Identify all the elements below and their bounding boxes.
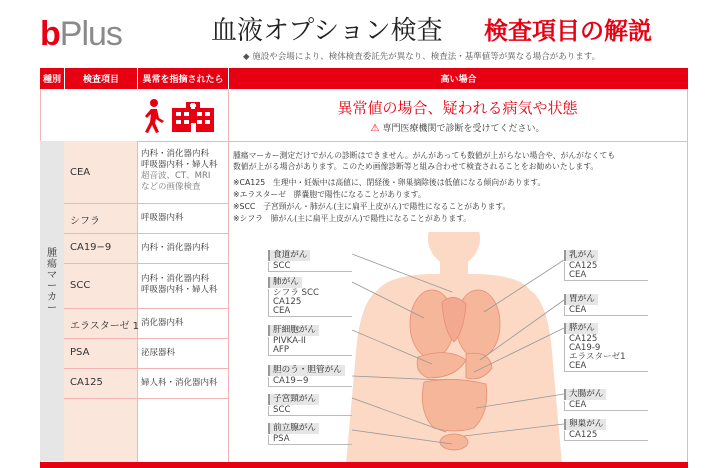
dept-note: 超音波、CT、MRI bbox=[141, 171, 211, 181]
label-pancreatic-cancer: 膵がん bbox=[564, 323, 598, 334]
markers-lung bbox=[268, 289, 352, 317]
marker: SCC bbox=[273, 261, 291, 271]
dept-ca19-9 bbox=[141, 243, 209, 254]
marker: CEA bbox=[273, 306, 291, 316]
item-scc: SCC bbox=[70, 280, 91, 291]
table-divider bbox=[40, 141, 688, 142]
description-note: ※エラスターゼ 膵嚢胞で陽性になることがあります。 bbox=[233, 190, 426, 199]
marker: CEA bbox=[569, 361, 587, 371]
row-divider bbox=[64, 308, 228, 309]
page-title-accent: 検査項目の解説 bbox=[484, 17, 652, 45]
dept-note: などの画像検査 bbox=[141, 182, 201, 192]
label-liver-cancer: 肝細胞がん bbox=[268, 325, 319, 336]
label-esophageal-cancer: 食道がん bbox=[268, 250, 310, 261]
logo-b: b bbox=[40, 15, 60, 53]
row-divider bbox=[64, 368, 228, 369]
banner-subtitle bbox=[228, 121, 687, 134]
label-stomach-cancer: 胃がん bbox=[564, 294, 598, 305]
dept-elastase bbox=[141, 318, 184, 329]
banner-title: 異常値の場合、疑われる病気や状態 bbox=[337, 99, 578, 117]
table-divider bbox=[137, 141, 138, 462]
markers-biliary bbox=[268, 377, 352, 387]
item-psa: PSA bbox=[70, 347, 90, 358]
markers-cervical bbox=[268, 406, 352, 416]
markers-esophageal bbox=[268, 262, 352, 272]
dept-line: 消化器内科 bbox=[141, 318, 184, 328]
marker: CEA bbox=[569, 270, 587, 280]
footer-bar bbox=[40, 462, 688, 468]
banner-sub-text: 専門医療機関で診断を受けてください。 bbox=[382, 124, 545, 134]
description-note: ※シフラ 肺がん(主に扁平上皮がん)で陽性になることがあります。 bbox=[233, 214, 472, 223]
logo-plus: Plus bbox=[59, 15, 122, 53]
warning-icon: ⚠ bbox=[370, 123, 380, 134]
bplus-logo bbox=[40, 14, 122, 54]
marker: AFP bbox=[273, 345, 290, 355]
marker: CA125 bbox=[569, 334, 598, 344]
header-high: 高い場合 bbox=[228, 68, 688, 89]
row-divider bbox=[64, 338, 228, 339]
marker: CA125 bbox=[569, 430, 598, 440]
marker: CA19-9 bbox=[569, 343, 601, 353]
dept-line: 呼吸器内科・婦人科 bbox=[141, 285, 218, 295]
dept-line: 内科・消化器内科 bbox=[141, 243, 210, 253]
row-divider bbox=[64, 233, 228, 234]
description-line: 腫瘍マーカー測定だけでがんの診断はできません。がんがあっても数値が上がらない場合や、がんがなくても bbox=[233, 151, 616, 160]
dept-line: 泌尿器科 bbox=[141, 348, 176, 358]
hospital-visit-icon bbox=[140, 96, 224, 136]
label-colorectal-cancer: 大腸がん bbox=[564, 389, 606, 400]
label-breast-cancer: 乳がん bbox=[564, 250, 598, 261]
marker: エラスターゼ1 bbox=[569, 352, 626, 362]
item-elastase: エラスターゼ 1 bbox=[70, 321, 140, 332]
item-ca19-9: CA19−9 bbox=[70, 242, 112, 253]
marker: CEA bbox=[569, 400, 587, 410]
item-cyfra: シフラ bbox=[70, 216, 100, 227]
description-line: 数値が上がる場合があります。このため画像診断等と組み合わせて検査されることをお勧めいたします。 bbox=[233, 162, 599, 171]
dept-scc bbox=[141, 274, 218, 296]
marker: CEA bbox=[569, 305, 587, 315]
header-abnormal: 異常を指摘されたら bbox=[137, 68, 228, 89]
markers-colorectal bbox=[564, 401, 648, 411]
description-note: ※SCC 子宮頸がん・肺がん(主に扁平上皮がん)で陽性になることがあります。 bbox=[233, 202, 511, 211]
item-cea: CEA bbox=[70, 167, 91, 178]
dept-line: 婦人科・消化器内科 bbox=[141, 378, 218, 388]
markers-ovarian bbox=[564, 431, 648, 441]
dept-line: 内科・消化器内科 bbox=[141, 149, 210, 159]
markers-pancreatic bbox=[564, 335, 648, 372]
marker: PIVKA-II bbox=[273, 336, 306, 346]
markers-stomach bbox=[564, 306, 648, 316]
label-lung-cancer: 肺がん bbox=[268, 277, 302, 288]
label-biliary-cancer: 胆のう・胆管がん bbox=[268, 365, 345, 376]
marker: シフラ SCC bbox=[273, 288, 319, 298]
category-label: 腫瘍マーカー bbox=[47, 248, 57, 314]
marker: SCC bbox=[273, 405, 291, 415]
dept-line: 呼吸器内科・婦人科 bbox=[141, 160, 218, 170]
item-ca125: CA125 bbox=[70, 377, 103, 388]
row-divider bbox=[64, 263, 228, 264]
dept-psa bbox=[141, 348, 175, 359]
label-ovarian-cancer: 卵巣がん bbox=[564, 419, 606, 430]
page-title: 血液オプション検査 bbox=[211, 16, 443, 46]
dept-ca125 bbox=[141, 378, 218, 389]
header-item: 検査項目 bbox=[64, 68, 137, 89]
marker: CA125 bbox=[569, 261, 598, 271]
label-cervical-cancer: 子宮頸がん bbox=[268, 394, 319, 405]
row-divider bbox=[64, 398, 228, 399]
markers-breast bbox=[564, 262, 648, 281]
dept-line: 内科・消化器内科 bbox=[141, 274, 210, 284]
marker: CA19−9 bbox=[273, 376, 309, 386]
label-prostate-cancer: 前立腺がん bbox=[268, 423, 319, 434]
dept-line: 呼吸器内科 bbox=[141, 213, 184, 223]
disclaimer-note: ◆ 施設や会場により、検体検査委託先が異なり、検査法・基準値等が異なる場合があります。 bbox=[243, 52, 601, 62]
markers-liver bbox=[268, 337, 352, 356]
marker: CA125 bbox=[273, 297, 302, 307]
markers-prostate bbox=[268, 435, 352, 445]
row-divider bbox=[64, 203, 228, 204]
header-type: 種別 bbox=[40, 68, 64, 89]
body-diagram bbox=[228, 232, 688, 464]
description-note: ※CA125 生理中・妊娠中は高値に、閉経後・卵巣摘除後は低値になる傾向があります。 bbox=[233, 178, 546, 187]
marker: PSA bbox=[273, 434, 290, 444]
dept-cea bbox=[141, 149, 218, 193]
dept-cyfra bbox=[141, 213, 184, 224]
